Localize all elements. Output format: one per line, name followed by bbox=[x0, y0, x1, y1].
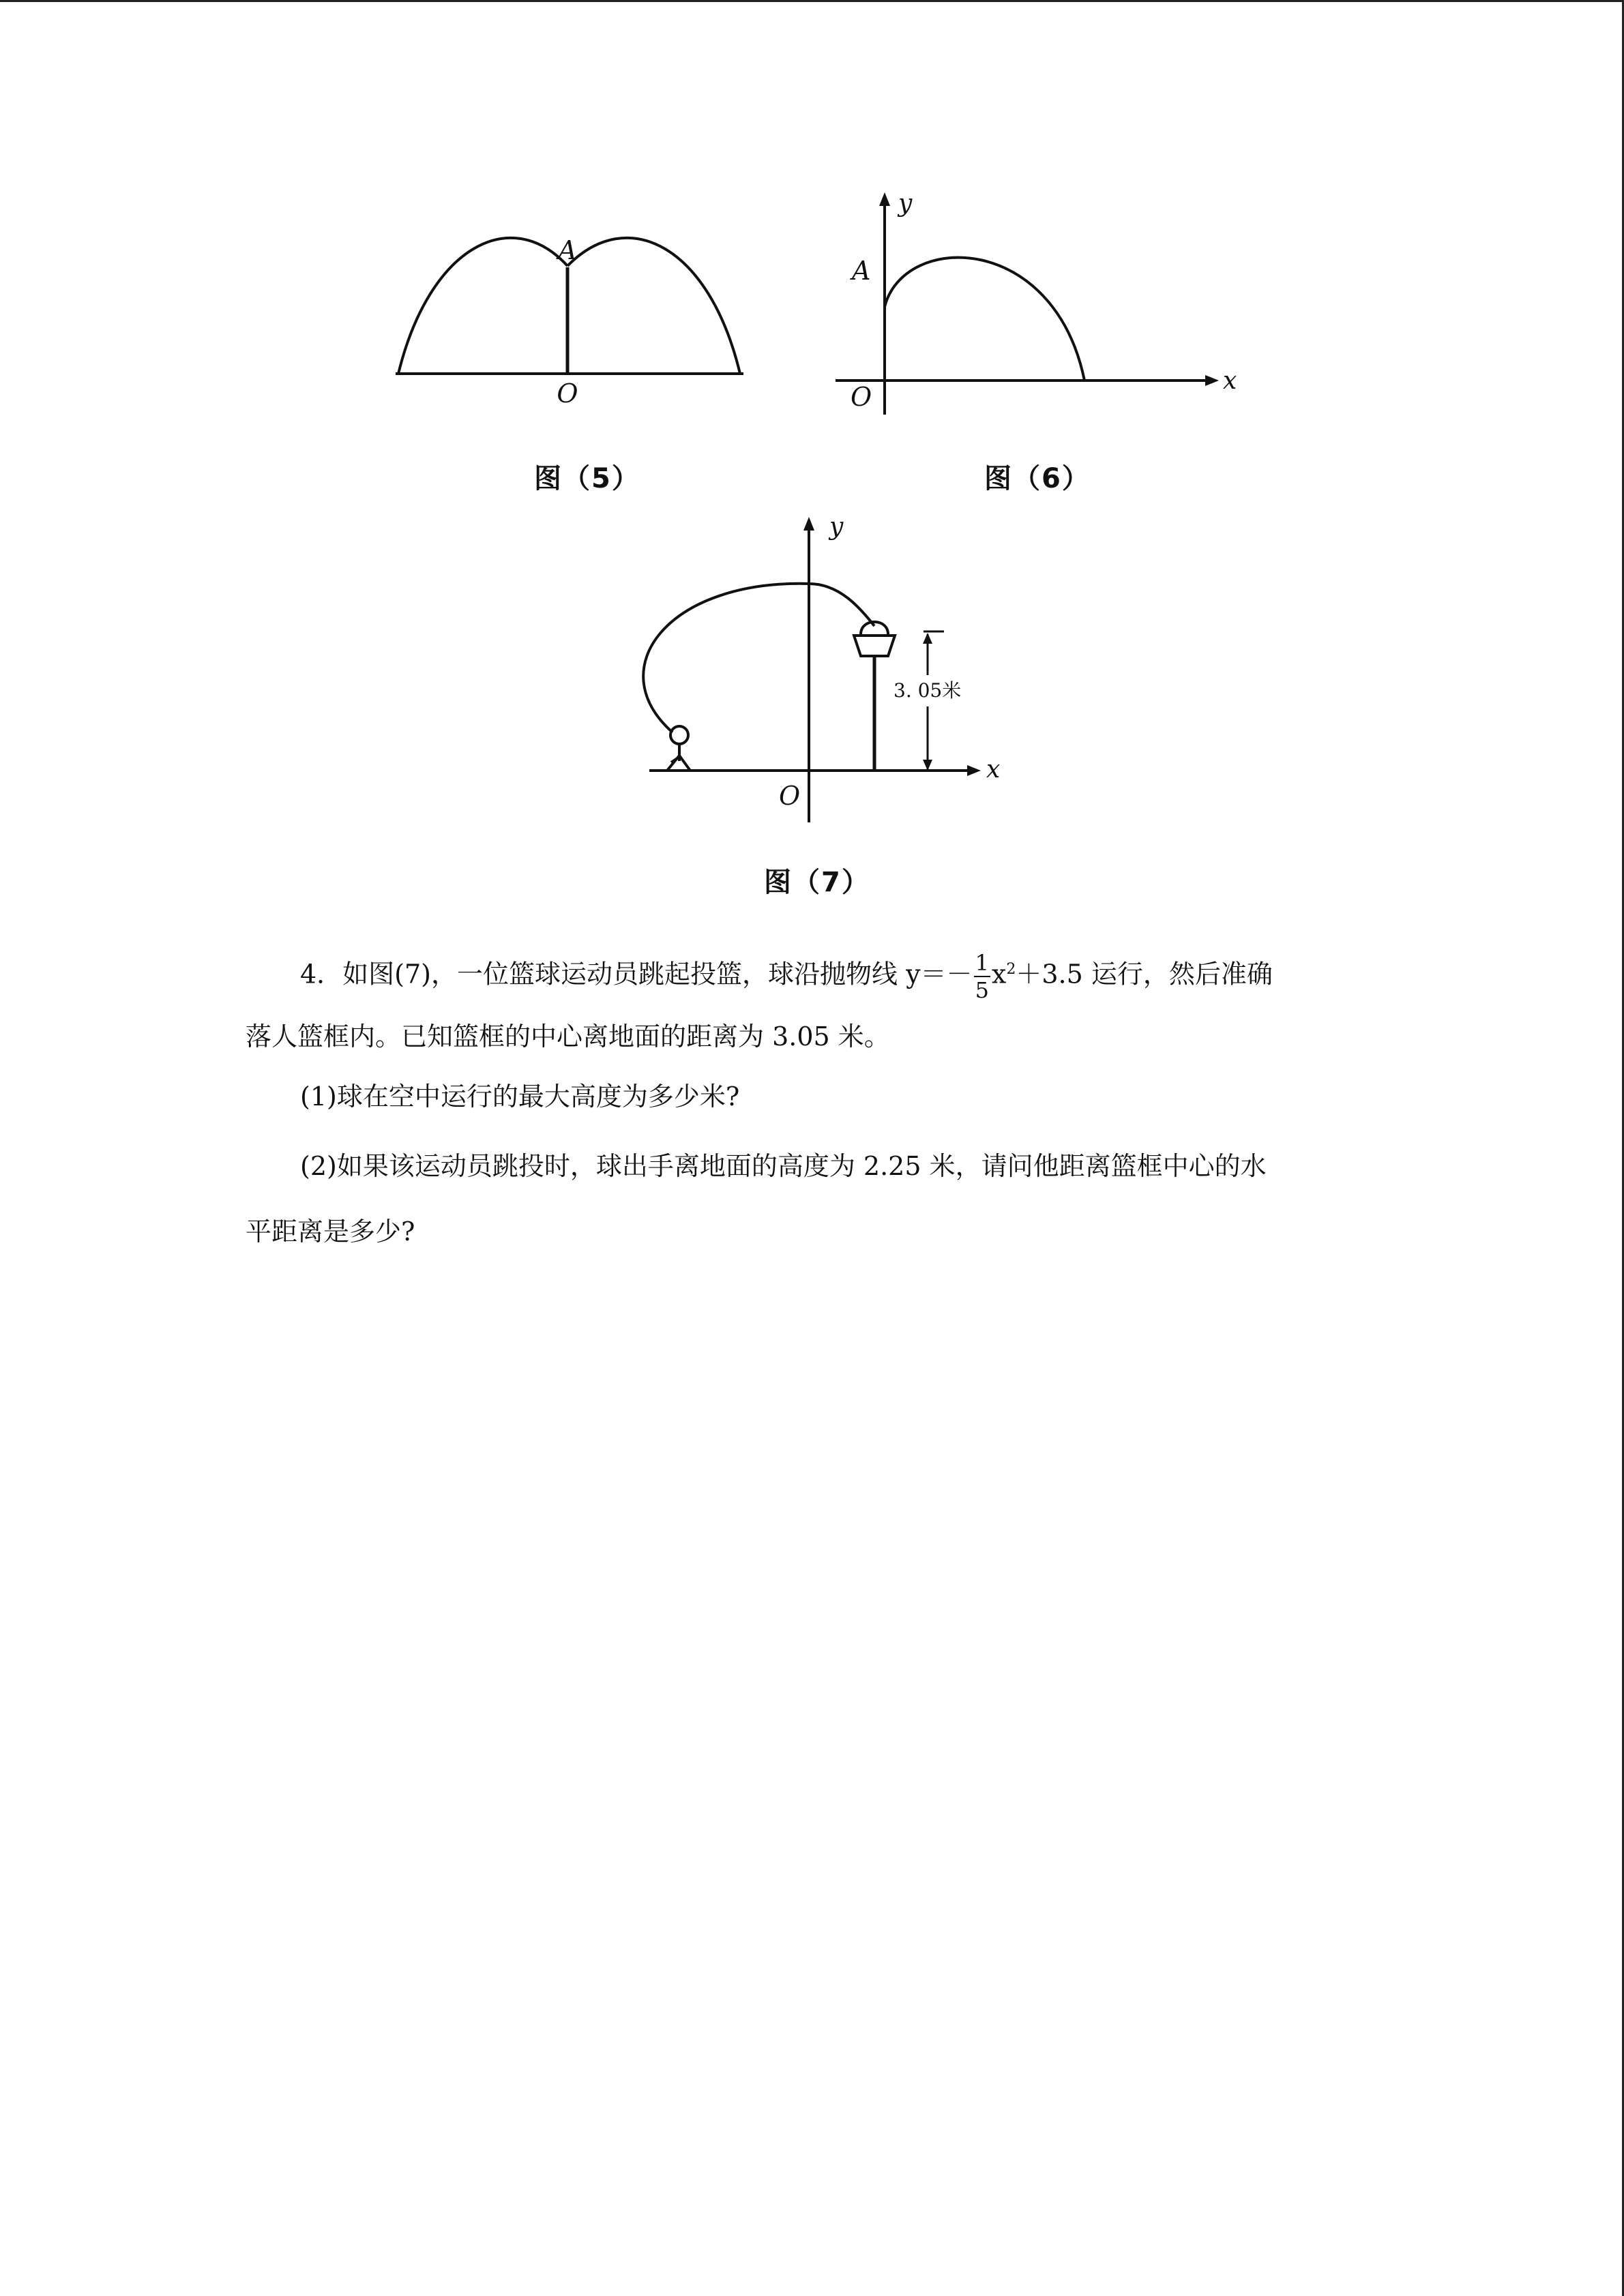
figure-7-ball-path bbox=[643, 584, 874, 732]
problem-intro-after: ＋3.5 运行，然后准确 bbox=[1016, 959, 1273, 989]
figure-5-label-a: A bbox=[558, 235, 577, 265]
problem-exponent: 2 bbox=[1006, 961, 1016, 978]
figure-7-label-y: y bbox=[829, 513, 844, 541]
fraction-denominator: 5 bbox=[975, 977, 989, 1004]
figure-5-right-arch bbox=[567, 238, 740, 374]
problem-var-x: x bbox=[991, 959, 1007, 989]
problem-line-2: 落人篮框内。已知篮框的中心离地面的距离为 3.05 米。 bbox=[246, 1022, 890, 1052]
problem-fraction bbox=[974, 950, 990, 1003]
fraction-numerator: 1 bbox=[975, 950, 989, 976]
figure-6 bbox=[829, 191, 1238, 423]
figure-6-parabola bbox=[885, 258, 1084, 381]
figure-5-label-o: O bbox=[557, 378, 578, 408]
figure-6-x-arrow bbox=[1205, 375, 1219, 386]
figure-5-left-arch bbox=[398, 238, 567, 374]
figure-7-player-legs bbox=[667, 756, 690, 771]
question-2-line-2: 平距离是多少? bbox=[246, 1217, 415, 1247]
figure-6-label-x: x bbox=[1223, 367, 1237, 395]
figure-7-height-arrow-down bbox=[923, 760, 932, 771]
problem-intro-before: 4．如图(7)，一位篮球运动员跳起投篮，球沿抛物线 y＝－ bbox=[300, 959, 973, 989]
figure-5 bbox=[389, 232, 757, 416]
figure-7-x-arrow bbox=[967, 765, 981, 776]
figure-7-label-o: O bbox=[779, 781, 801, 811]
figure-7-height-label: 3. 05米 bbox=[894, 679, 962, 702]
figure-7-hoop-basket bbox=[854, 636, 895, 656]
figure-5-caption: 图（5） bbox=[534, 463, 640, 494]
figure-6-label-a: A bbox=[852, 256, 871, 286]
figure-7-player-head bbox=[670, 726, 688, 744]
figure-6-y-arrow bbox=[879, 192, 890, 206]
figure-7-label-x: x bbox=[986, 756, 1001, 784]
figure-7-caption: 图（7） bbox=[764, 867, 870, 898]
question-1: (1)球在空中运行的最大高度为多少米? bbox=[300, 1082, 740, 1112]
figure-7-y-arrow bbox=[803, 517, 814, 531]
figure-6-label-o: O bbox=[851, 382, 872, 412]
page-border-top bbox=[0, 0, 1624, 2]
figure-7-hoop-ball bbox=[861, 622, 888, 634]
figure-7-height-arrow-up bbox=[923, 633, 932, 644]
problem-intro-line bbox=[300, 936, 1273, 1009]
figure-7 bbox=[614, 505, 1050, 832]
figure-6-label-y: y bbox=[898, 190, 913, 218]
question-2-line-1: (2)如果该运动员跳投时，球出手离地面的高度为 2.25 米，请问他距离篮框中心的水 bbox=[300, 1151, 1267, 1181]
figure-6-caption: 图（6） bbox=[984, 463, 1091, 494]
